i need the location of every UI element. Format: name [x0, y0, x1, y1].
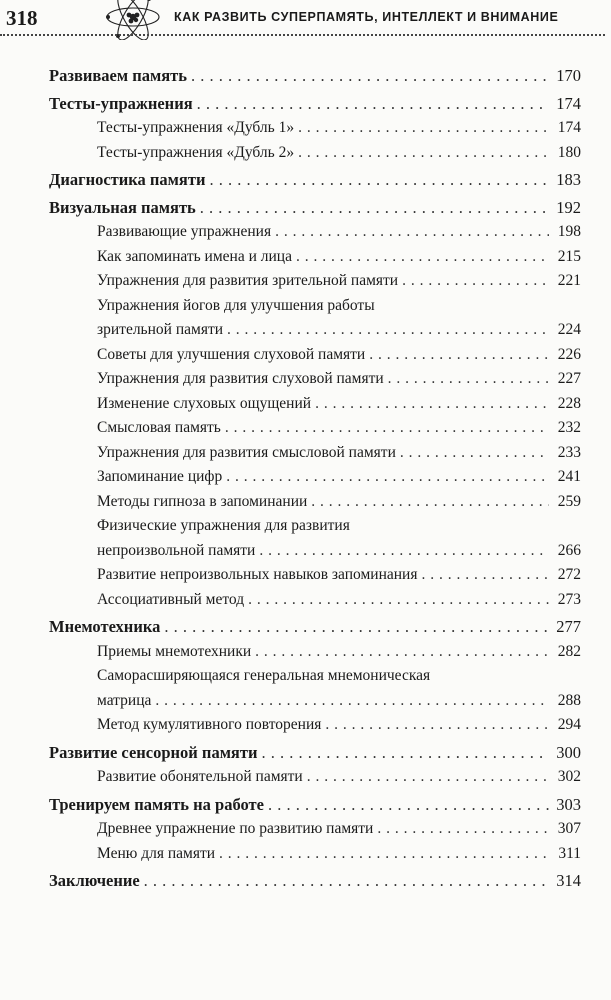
toc-page-number: 282	[557, 642, 581, 660]
toc-entry-title-line: Саморасширяющаяся генеральная мнемоническая	[97, 667, 431, 684]
dot-leader	[248, 588, 549, 613]
toc-page-number: 215	[557, 247, 581, 265]
dot-leader	[268, 793, 549, 818]
dot-leader	[191, 64, 549, 89]
dot-leader	[261, 741, 549, 766]
toc-subsection	[97, 367, 581, 392]
toc-subsection	[97, 141, 581, 166]
dot-leader	[377, 817, 549, 842]
toc-section	[49, 741, 581, 766]
toc-page-number: 314	[556, 871, 581, 890]
toc-subsection	[97, 116, 581, 141]
dot-leader	[325, 713, 549, 738]
dot-leader	[255, 640, 549, 665]
toc-page-number: 170	[556, 66, 581, 85]
toc-entry-title: Диагностика памяти	[49, 170, 206, 189]
toc-entry-title: зрительной памяти	[97, 321, 224, 338]
toc-subsection	[97, 343, 581, 368]
dot-leader	[369, 343, 549, 368]
toc-page-number: 226	[557, 345, 581, 363]
toc-subsection	[97, 842, 581, 867]
toc-entry-title: Развивающие упражнения	[97, 223, 272, 240]
toc-subsection	[97, 563, 581, 588]
toc-entry-title: Тренируем память на работе	[49, 794, 264, 814]
dot-leader	[197, 92, 549, 117]
toc-page-number: 192	[556, 197, 581, 217]
dot-leader	[296, 245, 549, 270]
toc-entry-title: Приемы мнемотехники	[97, 642, 252, 660]
toc-subsection	[97, 294, 581, 343]
toc-page-number: 224	[557, 321, 581, 338]
toc-page-number: 272	[557, 566, 581, 583]
toc-page-number: 302	[557, 768, 581, 785]
toc-entry-title: Тесты-упражнения «Дубль 2»	[97, 143, 295, 161]
toc-subsection	[97, 392, 581, 417]
toc-entry-title: Советы для улучшения слуховой памяти	[97, 345, 366, 363]
toc-subsection	[97, 269, 581, 294]
toc-page-number: 303	[556, 794, 581, 814]
toc-page-number: 174	[556, 93, 581, 113]
toc-page-number: 221	[557, 272, 581, 289]
toc-subsection	[97, 514, 581, 563]
toc-entry-title: Метод кумулятивного повторения	[97, 716, 322, 733]
toc-page-number: 198	[557, 223, 581, 240]
toc-entry-title: Изменение слуховых ощущений	[97, 394, 312, 412]
running-title: КАК РАЗВИТЬ СУПЕРПАМЯТЬ, ИНТЕЛЛЕКТ И ВНИМАНИЕ	[174, 10, 559, 24]
toc-page-number: 294	[557, 716, 581, 733]
toc-entry-title: Меню для памяти	[97, 844, 216, 862]
dot-leader	[225, 416, 549, 441]
toc-section	[49, 615, 581, 640]
toc-entry-title: Методы гипноза в запоминании	[97, 492, 308, 510]
toc-page-number: 241	[557, 468, 581, 485]
toc-page-number: 273	[557, 590, 581, 608]
toc-page-number: 174	[557, 119, 581, 136]
dot-leader	[164, 615, 549, 640]
toc-entry-title: Тесты-упражнения «Дубль 1»	[97, 119, 295, 136]
toc-entry-title: Упражнения для развития зрительной памяти	[97, 272, 399, 289]
dot-leader	[219, 842, 549, 867]
dot-leader	[315, 392, 549, 417]
toc-subsection	[97, 640, 581, 665]
toc-page-number: 307	[557, 820, 581, 837]
dot-leader	[155, 689, 549, 714]
toc-section	[49, 793, 581, 818]
dot-leader	[209, 168, 549, 193]
toc-section	[49, 64, 581, 89]
toc-page-number: 300	[556, 742, 581, 762]
toc-section	[49, 92, 581, 117]
toc-page-number: 227	[557, 370, 581, 387]
dot-leader	[402, 269, 549, 294]
toc-entry-title: Тесты-упражнения	[49, 93, 193, 113]
toc-page-number: 180	[557, 143, 581, 161]
toc-subsection	[97, 713, 581, 738]
toc-section	[49, 168, 581, 193]
dot-leader	[226, 465, 549, 490]
toc-section	[49, 869, 581, 894]
toc-entry-title: Смысловая память	[97, 419, 221, 436]
toc-page-number: 232	[557, 419, 581, 436]
header-dotted-rule	[0, 34, 605, 36]
dot-leader	[275, 220, 549, 245]
page-header	[0, 0, 611, 40]
toc-entry-title: непроизвольной памяти	[97, 541, 256, 559]
dot-leader	[227, 318, 549, 343]
toc-entry-title: Развитие непроизвольных навыков запоминания	[97, 566, 418, 583]
toc-page-number: 266	[557, 541, 581, 559]
toc-entry-title: матрица	[97, 691, 152, 709]
dot-leader	[388, 367, 549, 392]
toc-entry-title: Развитие сенсорной памяти	[49, 742, 258, 762]
toc-page-number: 233	[557, 443, 581, 461]
toc-entry-title-line: Физические упражнения для развития	[97, 517, 350, 534]
dot-leader	[200, 196, 549, 221]
table-of-contents	[0, 64, 611, 894]
toc-subsection	[97, 765, 581, 790]
toc-page-number: 228	[557, 394, 581, 412]
toc-page-number: 288	[557, 691, 581, 709]
toc-subsection	[97, 245, 581, 270]
dot-leader	[298, 116, 549, 141]
dot-leader	[259, 539, 549, 564]
dot-leader	[421, 563, 549, 588]
toc-subsection	[97, 664, 581, 713]
dot-leader	[311, 490, 549, 515]
dot-leader	[298, 141, 549, 166]
toc-entry-title: Заключение	[49, 871, 140, 890]
toc-subsection	[97, 588, 581, 613]
toc-entry-title: Визуальная память	[49, 197, 196, 217]
toc-subsection	[97, 465, 581, 490]
toc-subsection	[97, 416, 581, 441]
toc-entry-title: Древнее упражнение по развитию памяти	[97, 820, 374, 837]
toc-page-number: 259	[557, 492, 581, 510]
toc-subsection	[97, 441, 581, 466]
toc-entry-title: Как запоминать имена и лица	[97, 247, 292, 265]
dot-leader	[400, 441, 549, 466]
toc-page-number: 311	[558, 844, 581, 862]
toc-page-number: 277	[556, 617, 581, 636]
toc-section	[49, 196, 581, 221]
toc-subsection	[97, 490, 581, 515]
toc-entry-title-line: Упражнения йогов для улучшения работы	[97, 296, 375, 314]
toc-subsection	[97, 817, 581, 842]
page-number: 318	[6, 6, 38, 30]
toc-entry-title: Ассоциативный метод	[97, 590, 245, 608]
dot-leader	[144, 869, 549, 894]
toc-entry-title: Запоминание цифр	[97, 468, 223, 485]
toc-page-number: 183	[556, 170, 581, 189]
toc-subsection	[97, 220, 581, 245]
toc-entry-title: Упражнения для развития смысловой памяти	[97, 443, 396, 461]
toc-entry-title: Развитие обонятельной памяти	[97, 768, 303, 785]
toc-entry-title: Мнемотехника	[49, 617, 161, 636]
toc-entry-title: Развиваем память	[49, 66, 187, 85]
dot-leader	[307, 765, 549, 790]
toc-entry-title: Упражнения для развития слуховой памяти	[97, 370, 384, 387]
